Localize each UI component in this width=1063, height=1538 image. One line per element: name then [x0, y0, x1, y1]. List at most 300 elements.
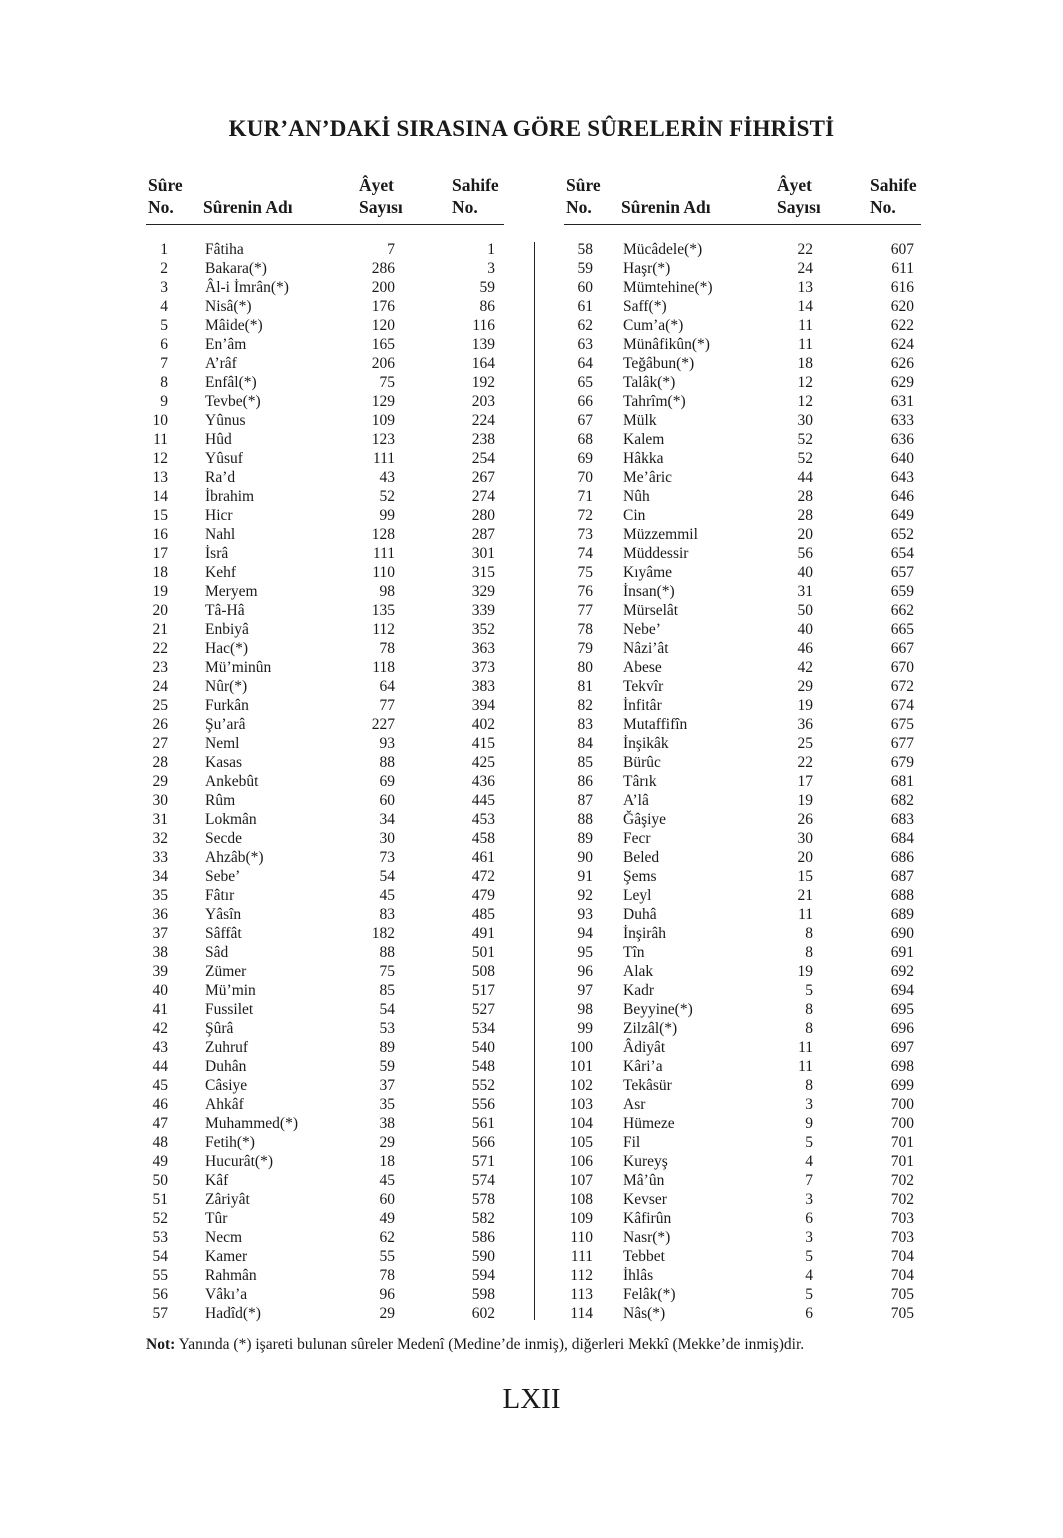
table-row — [564, 1228, 921, 1247]
sure-name: Nisâ(*) — [205, 298, 252, 315]
ayet-count: 135 — [371, 602, 395, 619]
page-number-cell: 607 — [890, 241, 914, 258]
page-number-cell: 700 — [890, 1115, 914, 1132]
page-number-cell: 436 — [471, 773, 495, 790]
sure-number: 51 — [152, 1191, 168, 1208]
ayet-count: 36 — [797, 716, 813, 733]
page-number-cell: 649 — [890, 507, 914, 524]
page-number-cell: 701 — [890, 1134, 914, 1151]
ayet-count: 99 — [379, 507, 395, 524]
table-row — [146, 677, 504, 696]
ayet-count: 52 — [797, 450, 813, 467]
page-number-cell: 636 — [890, 431, 914, 448]
sure-name: Mâide(*) — [205, 317, 263, 334]
ayet-count: 286 — [371, 260, 395, 277]
header-sure-name: Sûrenin Adı — [621, 197, 711, 217]
sure-number: 5 — [160, 317, 168, 334]
sure-name: Zilzâl(*) — [623, 1020, 678, 1037]
ayet-count: 6 — [805, 1210, 813, 1227]
sure-number: 36 — [152, 906, 168, 923]
table-row — [146, 316, 504, 335]
table-row — [146, 1000, 504, 1019]
ayet-count: 96 — [379, 1286, 395, 1303]
sure-number: 83 — [577, 716, 593, 733]
sure-number: 1 — [160, 241, 168, 258]
page-number-cell: 624 — [890, 336, 914, 353]
table-row — [146, 411, 504, 430]
table-row — [146, 449, 504, 468]
table-row — [146, 696, 504, 715]
sure-number: 29 — [152, 773, 168, 790]
sure-number: 6 — [160, 336, 168, 353]
sure-number: 56 — [152, 1286, 168, 1303]
table-row — [564, 506, 921, 525]
ayet-count: 25 — [797, 735, 813, 752]
table-row — [146, 1209, 504, 1228]
sure-name: Mâ’ûn — [623, 1172, 665, 1189]
sure-number: 100 — [569, 1039, 593, 1056]
sure-name: Rahmân — [205, 1267, 257, 1284]
page-number-cell: 534 — [471, 1020, 495, 1037]
table-row — [564, 278, 921, 297]
ayet-count: 24 — [797, 260, 813, 277]
sure-name: Ahzâb(*) — [205, 849, 264, 866]
page-number-cell: 626 — [890, 355, 914, 372]
sure-number: 55 — [152, 1267, 168, 1284]
page-number-cell: 508 — [471, 963, 495, 980]
sure-number: 33 — [152, 849, 168, 866]
page-number-cell: 402 — [471, 716, 495, 733]
sure-name: Âl-i İmrân(*) — [205, 279, 289, 296]
page-number-cell: 548 — [471, 1058, 495, 1075]
sure-number: 92 — [577, 887, 593, 904]
ayet-count: 20 — [797, 849, 813, 866]
sure-number: 76 — [577, 583, 593, 600]
sure-name: Tûr — [205, 1210, 228, 1227]
sure-number: 50 — [152, 1172, 168, 1189]
sure-number: 42 — [152, 1020, 168, 1037]
page-number-cell: 394 — [471, 697, 495, 714]
sure-name: Beled — [623, 849, 660, 866]
page-number-cell: 445 — [471, 792, 495, 809]
sure-number: 23 — [152, 659, 168, 676]
sure-number: 37 — [152, 925, 168, 942]
sure-name: Nûr(*) — [205, 678, 248, 695]
sure-name: Ra’d — [205, 469, 236, 486]
page-number-cell: 679 — [890, 754, 914, 771]
sure-number: 10 — [152, 412, 168, 429]
ayet-count: 53 — [379, 1020, 395, 1037]
sure-name: Nahl — [205, 526, 236, 543]
table-row — [564, 829, 921, 848]
ayet-count: 45 — [379, 887, 395, 904]
sure-name: Saff(*) — [623, 298, 667, 315]
page-number-cell: 501 — [471, 944, 495, 961]
table-row — [146, 544, 504, 563]
page-number-cell: 224 — [471, 412, 495, 429]
sure-number: 69 — [577, 450, 593, 467]
sure-name: İbrahim — [205, 488, 255, 505]
page-number-cell: 674 — [890, 697, 914, 714]
ayet-count: 45 — [379, 1172, 395, 1189]
ayet-count: 111 — [372, 450, 395, 467]
ayet-count: 13 — [797, 279, 813, 296]
page-number-cell: 699 — [890, 1077, 914, 1094]
table-row — [146, 1285, 504, 1304]
table-row — [146, 772, 504, 791]
page-number-cell: 691 — [890, 944, 914, 961]
sure-number: 62 — [577, 317, 593, 334]
ayet-count: 26 — [797, 811, 813, 828]
table-row — [564, 411, 921, 430]
ayet-count: 30 — [379, 830, 395, 847]
table-row — [564, 487, 921, 506]
table-row — [146, 373, 504, 392]
sure-name: Sâffât — [205, 925, 242, 942]
sure-name: Tevbe(*) — [205, 393, 261, 410]
ayet-count: 17 — [797, 773, 813, 790]
sure-number: 19 — [152, 583, 168, 600]
ayet-count: 34 — [379, 811, 395, 828]
ayet-count: 15 — [797, 868, 813, 885]
page-number-cell: 654 — [890, 545, 914, 562]
sure-number: 97 — [577, 982, 593, 999]
table-row — [146, 658, 504, 677]
sure-number: 80 — [577, 659, 593, 676]
table-body — [564, 240, 921, 1323]
sure-name: Şems — [623, 868, 657, 885]
sure-number: 53 — [152, 1229, 168, 1246]
page-number-cell: 527 — [471, 1001, 495, 1018]
ayet-count: 31 — [797, 583, 813, 600]
ayet-count: 8 — [805, 1001, 813, 1018]
left-index-column — [146, 174, 504, 1322]
sure-name: Nâzi’ât — [623, 640, 669, 657]
table-row — [564, 677, 921, 696]
table-row — [564, 449, 921, 468]
page-number-cell: 458 — [471, 830, 495, 847]
page-number-cell: 352 — [471, 621, 495, 638]
page-number-cell: 192 — [471, 374, 495, 391]
ayet-count: 54 — [379, 868, 395, 885]
ayet-count: 46 — [797, 640, 813, 657]
sure-number: 104 — [569, 1115, 593, 1132]
page-number-cell: 3 — [487, 260, 495, 277]
sure-number: 54 — [152, 1248, 168, 1265]
page-number-cell: 652 — [890, 526, 914, 543]
sure-number: 63 — [577, 336, 593, 353]
table-row — [564, 1152, 921, 1171]
sure-number: 85 — [577, 754, 593, 771]
page-number-cell: 659 — [890, 583, 914, 600]
page-number-cell: 646 — [890, 488, 914, 505]
table-row — [146, 1057, 504, 1076]
sure-name: Muhammed(*) — [205, 1115, 298, 1132]
sure-name: Mülk — [623, 412, 657, 429]
sure-number: 78 — [577, 621, 593, 638]
page-number: LXII — [502, 1383, 561, 1415]
table-row — [564, 791, 921, 810]
page-number-cell: 552 — [471, 1077, 495, 1094]
page-number-cell: 705 — [890, 1286, 914, 1303]
sure-number: 67 — [577, 412, 593, 429]
page-number-cell: 684 — [890, 830, 914, 847]
sure-number: 73 — [577, 526, 593, 543]
ayet-count: 129 — [371, 393, 395, 410]
sure-number: 30 — [152, 792, 168, 809]
sure-name: Necm — [205, 1229, 243, 1246]
ayet-count: 29 — [379, 1134, 395, 1151]
page-number-cell: 59 — [479, 279, 495, 296]
sure-name: Asr — [623, 1096, 646, 1113]
table-row — [564, 1076, 921, 1095]
sure-name: Kâf — [205, 1172, 229, 1189]
sure-name: İsrâ — [205, 545, 229, 562]
sure-number: 61 — [577, 298, 593, 315]
sure-number: 96 — [577, 963, 593, 980]
sure-name: Cin — [623, 507, 646, 524]
table-row — [564, 981, 921, 1000]
sure-name: Mü’minûn — [205, 659, 272, 676]
ayet-count: 59 — [379, 1058, 395, 1075]
ayet-count: 30 — [797, 412, 813, 429]
sure-number: 35 — [152, 887, 168, 904]
ayet-count: 50 — [797, 602, 813, 619]
sure-name: Rûm — [205, 792, 236, 809]
table-row — [564, 240, 921, 259]
page-number-cell: 657 — [890, 564, 914, 581]
page-number-cell: 683 — [890, 811, 914, 828]
sure-name: Tâ-Hâ — [205, 602, 245, 619]
ayet-count: 227 — [371, 716, 395, 733]
sure-number: 48 — [152, 1134, 168, 1151]
sure-number: 16 — [152, 526, 168, 543]
sure-number: 21 — [152, 621, 168, 638]
sure-name: Kasas — [205, 754, 243, 771]
sure-name: Furkân — [205, 697, 249, 714]
table-row — [146, 886, 504, 905]
sure-name: Kıyâme — [623, 564, 673, 581]
page-number-cell: 598 — [471, 1286, 495, 1303]
sure-name: Me’âric — [623, 469, 673, 486]
sure-name: Ğâşiye — [623, 811, 667, 828]
page-number-cell: 415 — [471, 735, 495, 752]
page-number-cell: 86 — [479, 298, 495, 315]
ayet-count: 118 — [372, 659, 395, 676]
sure-name: Hûd — [205, 431, 232, 448]
sure-name: Secde — [205, 830, 243, 847]
ayet-count: 37 — [379, 1077, 395, 1094]
ayet-count: 9 — [805, 1115, 813, 1132]
table-row — [564, 924, 921, 943]
sure-name: Tebbet — [623, 1248, 665, 1265]
ayet-count: 29 — [379, 1305, 395, 1322]
table-row — [146, 791, 504, 810]
table-row — [146, 487, 504, 506]
sure-number: 113 — [570, 1286, 593, 1303]
ayet-count: 40 — [797, 564, 813, 581]
page-number-cell: 640 — [890, 450, 914, 467]
ayet-count: 182 — [371, 925, 395, 942]
ayet-count: 111 — [372, 545, 395, 562]
ayet-count: 88 — [379, 944, 395, 961]
sure-name: Hadîd(*) — [205, 1305, 261, 1322]
sure-number: 9 — [160, 393, 168, 410]
sure-number: 32 — [152, 830, 168, 847]
table-row — [146, 1190, 504, 1209]
sure-name: Mücâdele(*) — [623, 241, 703, 258]
sure-number: 38 — [152, 944, 168, 961]
page-number-cell: 280 — [471, 507, 495, 524]
table-row — [564, 658, 921, 677]
ayet-count: 75 — [379, 374, 395, 391]
table-row — [564, 1285, 921, 1304]
sure-name: Şu’arâ — [205, 716, 246, 733]
header-sure-no: Sûre No. — [566, 175, 601, 217]
table-row — [564, 943, 921, 962]
sure-name: Zâriyât — [205, 1191, 250, 1208]
sure-name: Sebe’ — [205, 868, 241, 885]
page-number-cell: 692 — [890, 963, 914, 980]
sure-number: 12 — [152, 450, 168, 467]
footnote-label: Not: — [146, 1336, 176, 1353]
table-row — [146, 259, 504, 278]
table-row — [146, 753, 504, 772]
page-number-cell: 690 — [890, 925, 914, 942]
table-row — [564, 354, 921, 373]
sure-number: 57 — [152, 1305, 168, 1322]
ayet-count: 83 — [379, 906, 395, 923]
table-row — [146, 1076, 504, 1095]
sure-number: 111 — [570, 1248, 593, 1265]
header-ayet-count: Âyet Sayısı — [359, 175, 403, 217]
sure-number: 44 — [152, 1058, 168, 1075]
sure-name: Nebe’ — [623, 621, 661, 638]
sure-name: Ankebût — [205, 773, 259, 790]
sure-name: Hucurât(*) — [205, 1153, 273, 1170]
ayet-count: 5 — [805, 982, 813, 999]
page-number-cell: 670 — [890, 659, 914, 676]
ayet-count: 206 — [371, 355, 395, 372]
sure-name: Hâkka — [623, 450, 664, 467]
page-number-cell: 633 — [890, 412, 914, 429]
sure-number: 98 — [577, 1001, 593, 1018]
page-number-cell: 574 — [471, 1172, 495, 1189]
sure-name: Meryem — [205, 583, 258, 600]
sure-number: 3 — [160, 279, 168, 296]
ayet-count: 4 — [805, 1267, 813, 1284]
table-row — [146, 506, 504, 525]
ayet-count: 93 — [379, 735, 395, 752]
sure-number: 71 — [577, 488, 593, 505]
sure-name: Fussilet — [205, 1001, 254, 1018]
ayet-count: 14 — [797, 298, 813, 315]
sure-name: İnfitâr — [623, 697, 662, 714]
sure-number: 108 — [569, 1191, 593, 1208]
table-body — [146, 240, 504, 1323]
ayet-count: 19 — [797, 697, 813, 714]
page-number-cell: 677 — [890, 735, 914, 752]
page-number-cell: 578 — [471, 1191, 495, 1208]
ayet-count: 69 — [379, 773, 395, 790]
page-number-cell: 139 — [471, 336, 495, 353]
sure-number: 74 — [577, 545, 593, 562]
sure-name: A’râf — [205, 355, 237, 372]
table-row — [146, 297, 504, 316]
table-row — [564, 1304, 921, 1323]
table-row — [146, 392, 504, 411]
page-number-cell: 682 — [890, 792, 914, 809]
table-row — [146, 810, 504, 829]
page-number-cell: 688 — [890, 887, 914, 904]
page-title: KUR’AN’DAKİ SIRASINA GÖRE SÛRELERİN FİHRİSTİ — [228, 116, 835, 141]
sure-number: 20 — [152, 602, 168, 619]
ayet-count: 120 — [371, 317, 395, 334]
sure-name: Talâk(*) — [623, 374, 676, 391]
table-row — [564, 1114, 921, 1133]
page-number-cell: 667 — [890, 640, 914, 657]
sure-number: 26 — [152, 716, 168, 733]
sure-number: 4 — [160, 298, 168, 315]
sure-name: Fâtiha — [205, 241, 244, 258]
table-row — [564, 1171, 921, 1190]
sure-number: 101 — [569, 1058, 593, 1075]
table-row — [146, 1247, 504, 1266]
sure-name: En’âm — [205, 336, 247, 353]
sure-name: Zümer — [205, 963, 247, 980]
page-number-cell: 586 — [471, 1229, 495, 1246]
sure-name: Enfâl(*) — [205, 374, 257, 391]
page-number-cell: 687 — [890, 868, 914, 885]
sure-name: Leyl — [623, 887, 652, 904]
table-row — [564, 544, 921, 563]
ayet-count: 12 — [797, 393, 813, 410]
ayet-count: 11 — [798, 336, 813, 353]
table-row — [564, 886, 921, 905]
table-row — [146, 715, 504, 734]
header-ayet-count: Âyet Sayısı — [777, 175, 821, 217]
ayet-count: 8 — [805, 1077, 813, 1094]
table-row — [564, 715, 921, 734]
table-row — [564, 1133, 921, 1152]
ayet-count: 18 — [379, 1153, 395, 1170]
sure-name: Beyyine(*) — [623, 1001, 693, 1018]
page-number-cell: 571 — [471, 1153, 495, 1170]
page-number-cell: 556 — [471, 1096, 495, 1113]
sure-number: 109 — [569, 1210, 593, 1227]
table-row — [146, 563, 504, 582]
page-number-cell: 705 — [890, 1305, 914, 1322]
table-row — [146, 620, 504, 639]
sure-name: Cum’a(*) — [623, 317, 684, 334]
table-row — [564, 373, 921, 392]
sure-number: 79 — [577, 640, 593, 657]
sure-number: 77 — [577, 602, 593, 619]
ayet-count: 110 — [372, 564, 395, 581]
table-row — [564, 848, 921, 867]
ayet-count: 11 — [798, 317, 813, 334]
ayet-count: 43 — [379, 469, 395, 486]
table-row — [564, 810, 921, 829]
table-row — [146, 981, 504, 1000]
ayet-count: 165 — [371, 336, 395, 353]
ayet-count: 5 — [805, 1134, 813, 1151]
ayet-count: 8 — [805, 1020, 813, 1037]
sure-name: Nûh — [623, 488, 650, 505]
ayet-count: 11 — [798, 1058, 813, 1075]
sure-name: Şûrâ — [205, 1020, 234, 1037]
table-row — [146, 1038, 504, 1057]
